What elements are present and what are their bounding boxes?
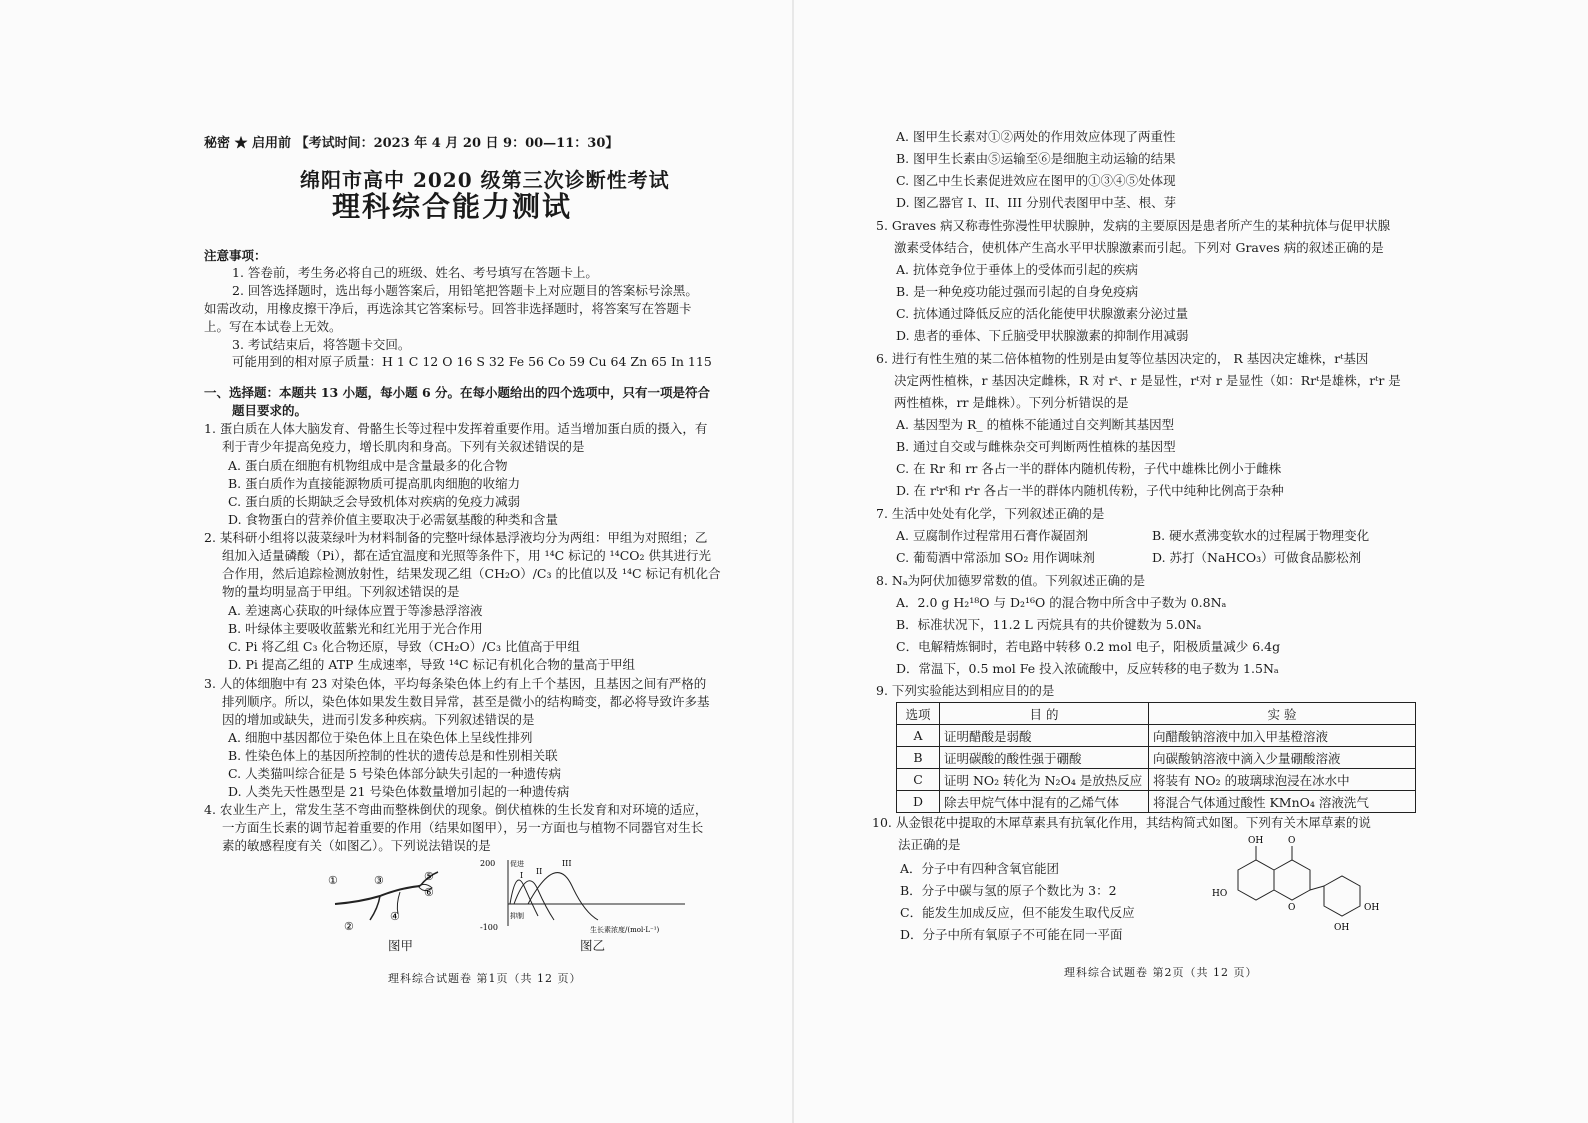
question-5-option: A. 抗体竞争位于垂体上的受体而引起的疾病 xyxy=(896,262,1138,277)
header-cell: 目 的 xyxy=(940,703,1149,725)
table-cell: 证明 NO₂ 转化为 N₂O₄ 是放热反应 xyxy=(940,769,1149,791)
notice-line: 如需改动，用橡皮擦干净后，再选涂其它答案标号。回答非选择题时，将答案写在答题卡 xyxy=(204,301,692,316)
curve-iii xyxy=(528,873,598,920)
question-4-stem: 一方面生长素的调节起着重要的作用（结果如图甲），另一方面也与植物不同器官对生长 xyxy=(222,820,704,835)
label-6: ⑥ xyxy=(424,886,434,899)
stem-line xyxy=(335,886,420,904)
question-1-option: B. 蛋白质作为直接能源物质可提高肌肉细胞的收缩力 xyxy=(228,476,521,491)
question-10-option: C．能发生加成反应，但不能发生取代反应 xyxy=(900,905,1135,920)
question-6-option: C. 在 Rr 和 rr 各占一半的群体内随机传粉，子代中雄株比例小于雌株 xyxy=(896,461,1282,476)
question-6-stem: 决定两性植株，r 基因决定雌株，R 对 rᵗ、r 是显性，rᵗ对 r 是显性（如：Rrᵗ是雄株，rᵗr 是 xyxy=(894,373,1401,388)
table-cell: 证明醋酸是弱酸 xyxy=(940,725,1149,747)
question-2-option: C. Pi 将乙组 C₃ 化合物还原，导致（CH₂O）/C₃ 比值高于甲组 xyxy=(228,639,580,654)
question-4-option: A. 图甲生长素对①②两处的作用效应体现了两重性 xyxy=(896,129,1176,144)
table-cell: C xyxy=(897,769,940,791)
notice-line: 1. 答卷前，考生务必将自己的班级、姓名、考号填写在答题卡上。 xyxy=(232,265,598,280)
curve-label-ii: II xyxy=(536,867,543,876)
question-7-option: D. 苏打（NaHCO₃）可做食品膨松剂 xyxy=(1152,550,1362,565)
question-5-stem: 激素受体结合，使机体产生高水平甲状腺激素而引起。下列对 Graves 病的叙述正确的是 xyxy=(894,240,1384,255)
question-9-stem: 9. 下列实验能达到相应目的的是 xyxy=(876,683,1055,698)
question-3-option: B. 性染色体上的基因所控制的性状的遗传总是和性别相关联 xyxy=(228,748,558,763)
question-10-option: B．分子中碳与氢的原子个数比为 3：2 xyxy=(900,883,1117,898)
question-2-stem: 2. 某科研小组将以菠菜绿叶为材料制备的完整叶绿体悬浮液均分为两组：甲组为对照组；乙 xyxy=(204,530,708,545)
label-4: ④ xyxy=(390,910,400,923)
question-1-stem: 利于青少年提高免疫力，增长肌肉和身高。下列有关叙述错误的是 xyxy=(222,439,585,454)
label-5: ⑤ xyxy=(424,870,434,883)
ring-a xyxy=(1238,860,1274,900)
figure-yi-chart xyxy=(480,856,690,936)
question-8-option: C．电解精炼铜时，若电路中转移 0.2 mol 电子，阳极质量减少 6.4g xyxy=(896,639,1281,654)
left-page xyxy=(0,0,792,1123)
table-row xyxy=(897,769,1416,791)
table-cell: 将混合气体通过酸性 KMnO₄ 溶液洗气 xyxy=(1149,791,1416,813)
notice-line: 上。写在本试卷上无效。 xyxy=(204,319,342,334)
question-1-option: A. 蛋白质在细胞有机物组成中是含量最多的化合物 xyxy=(228,458,508,473)
page-footer: 理科综合试题卷 第2页（共 12 页） xyxy=(1064,966,1258,979)
page-fold xyxy=(792,0,794,1123)
question-10-stem: 法正确的是 xyxy=(898,837,961,852)
question-3-stem: 排列顺序。所以，染色体如果发生数目异常，甚至是微小的结构畸变，都必将导致许多基 xyxy=(222,694,710,709)
header-cell: 实 验 xyxy=(1149,703,1416,725)
atomic-mass-line: 可能用到的相对原子质量：H 1 C 12 O 16 S 32 Fe 56 Co 59 Cu 64 Zn 65 In 115 xyxy=(232,354,712,369)
table-cell: D xyxy=(897,791,940,813)
question-2-option: A. 差速离心获取的叶绿体应置于等渗悬浮溶液 xyxy=(228,603,483,618)
question-5-option: C. 抗体通过降低反应的活化能使甲状腺激素分泌过量 xyxy=(896,306,1189,321)
root-line xyxy=(370,896,380,920)
question-8-option: A．2.0 g H₂¹⁸O 与 D₂¹⁶O 的混合物中所含中子数为 0.8Nₐ xyxy=(896,595,1227,610)
curve-label-i: I xyxy=(520,871,524,880)
notice-title: 注意事项： xyxy=(204,248,267,263)
question-1-option: D. 食物蛋白的营养价值主要取决于必需氨基酸的种类和含量 xyxy=(228,512,559,527)
notice-line: 3. 考试结束后，将答题卡交回。 xyxy=(232,337,411,352)
question-8-option: D．常温下，0.5 mol Fe 投入浓硫酸中，反应转移的电子数为 1.5Nₐ xyxy=(896,661,1279,676)
oh-label: OH xyxy=(1334,923,1350,933)
question-10-option: D．分子中所有氧原子不可能在同一平面 xyxy=(900,927,1123,942)
right-page xyxy=(796,0,1588,1123)
question-5-stem: 5. Graves 病又称毒性弥漫性甲状腺肿，发病的主要原因是患者所产生的某种抗体与促甲状腺 xyxy=(876,218,1391,233)
y-mid-label: 抑制 xyxy=(510,912,524,920)
table-cell: 向碳酸钠溶液中滴入少量硼酸溶液 xyxy=(1149,747,1416,769)
question-4-stem: 素的敏感程度有关（如图乙）。下列说法错误的是 xyxy=(222,838,491,853)
question-4-option: D. 图乙器官 I、II、III 分别代表图甲中茎、根、芽 xyxy=(896,195,1177,210)
question-6-stem: 6. 进行有性生殖的某二倍体植物的性别是由复等位基因决定的， R 基因决定雄株，rᵗ基因 xyxy=(876,351,1369,366)
table-cell: B xyxy=(897,747,940,769)
question-3-option: D. 人类先天性愚型是 21 号染色体数量增加引起的一种遗传病 xyxy=(228,784,570,799)
question-4-stem: 4. 农业生产上，常发生茎不弯曲而整株倒伏的现象。倒伏植株的生长发育和对环境的适应， xyxy=(204,802,708,817)
question-6-option: B. 通过自交或与雌株杂交可判断两性植株的基因型 xyxy=(896,439,1176,454)
ring-b xyxy=(1324,876,1360,916)
figure-yi-caption: 图乙 xyxy=(580,938,606,953)
label-2: ② xyxy=(344,920,354,933)
table-cell: 证明碳酸的酸性强于硼酸 xyxy=(940,747,1149,769)
question-1-stem: 1. 蛋白质在人体大脑发育、骨骼生长等过程中发挥着重要作用。适当增加蛋白质的摄入，有 xyxy=(204,421,708,436)
bond-line xyxy=(1310,886,1324,890)
x-title: 生长素浓度/(mol·L⁻¹) xyxy=(590,926,660,934)
table-row xyxy=(897,725,1416,747)
question-3-option: A. 细胞中基因都位于染色体上且在染色体上呈线性排列 xyxy=(228,730,533,745)
figure-jia-caption: 图甲 xyxy=(388,938,414,953)
question-7-option: A. 豆腐制作过程常用石膏作凝固剂 xyxy=(896,528,1088,543)
notice-line: 2. 回答选择题时，选出每小题答案后，用铅笔把答题卡上对应题目的答案标号涂黑。 xyxy=(232,283,698,298)
section-heading: 题目要求的。 xyxy=(232,403,308,418)
luteolin-structure xyxy=(1208,830,1388,934)
y-title: 促进 xyxy=(510,860,524,868)
exam-header: 秘密 ★ 启用前 【考试时间：2023 年 4 月 20 日 9：00—11：30】 xyxy=(204,136,619,151)
question-3-stem: 因的增加或缺失，进而引发多种疾病。下列叙述错误的是 xyxy=(222,712,535,727)
table-cell: 将装有 NO₂ 的玻璃球泡浸在冰水中 xyxy=(1149,769,1416,791)
oh-label: OH xyxy=(1364,903,1380,913)
y-bottom-label: -100 xyxy=(480,923,498,932)
question-6-stem: 两性植株，rr 是雌株）。下列分析错误的是 xyxy=(894,395,1129,410)
question-1-option: C. 蛋白质的长期缺乏会导致机体对疾病的免疫力减弱 xyxy=(228,494,521,509)
question-4-option: C. 图乙中生长素促进效应在图甲的①③④⑤处体现 xyxy=(896,173,1176,188)
question-7-option: C. 葡萄酒中常添加 SO₂ 用作调味剂 xyxy=(896,550,1095,565)
question-8-stem: 8. Nₐ为阿伏加德罗常数的值。下列叙述正确的是 xyxy=(876,573,1146,588)
question-2-stem: 合作用，然后追踪检测放射性，结果发现乙组（CH₂O）/C₃ 的比值以及 ¹⁴C 标记有机化合 xyxy=(222,566,721,581)
question-10-stem: 10. 从金银花中提取的木犀草素具有抗氧化作用，其结构简式如图。下列有关木犀草素的说 xyxy=(872,815,1371,830)
figure-jia-plant xyxy=(320,864,470,936)
question-2-option: D. Pi 提高乙组的 ATP 生成速率，导致 ¹⁴C 标记有机化合物的量高于甲组 xyxy=(228,657,635,672)
table-row xyxy=(897,747,1416,769)
question-3-stem: 3. 人的体细胞中有 23 对染色体，平均每条染色体上约有上千个基因，且基因之间有严格的 xyxy=(204,676,707,691)
question-6-option: A. 基因型为 R_ 的植株不能通过自交判断其基因型 xyxy=(896,417,1175,432)
table-cell: 除去甲烷气体中混有的乙烯气体 xyxy=(940,791,1149,813)
y-top-label: 200 xyxy=(480,859,496,868)
question-5-option: D. 患者的垂体、下丘脑受甲状腺激素的抑制作用减弱 xyxy=(896,328,1189,343)
exam-title: 绵阳市高中 2020 级第三次诊断性考试 xyxy=(300,168,670,192)
oh-label: OH xyxy=(1248,836,1264,846)
question-7-stem: 7. 生活中处处有化学，下列叙述正确的是 xyxy=(876,506,1105,521)
o-ring-label: O xyxy=(1288,903,1296,913)
table-row xyxy=(897,791,1416,813)
question-5-option: B. 是一种免疫功能过强而引起的自身免疫病 xyxy=(896,284,1139,299)
label-1: ① xyxy=(328,874,338,887)
exam-subject-title: 理科综合能力测试 xyxy=(332,190,573,223)
question-2-option: B. 叶绿体主要吸收蓝紫光和红光用于光合作用 xyxy=(228,621,483,636)
table-cell: A xyxy=(897,725,940,747)
table-header-row xyxy=(897,703,1416,725)
question-6-option: D. 在 rᵗrᵗ和 rᵗr 各占一半的群体内随机传粉，子代中纯种比例高于杂种 xyxy=(896,483,1284,498)
question-8-option: B．标准状况下，11.2 L 丙烷具有的共价键数为 5.0Nₐ xyxy=(896,617,1202,632)
table-cell: 向醋酸钠溶液中加入甲基橙溶液 xyxy=(1149,725,1416,747)
section-heading: 一、选择题：本题共 13 小题，每小题 6 分。在每小题给出的四个选项中，只有一项是符合 xyxy=(204,385,711,400)
o-label: O xyxy=(1288,836,1296,846)
question-10-option: A．分子中有四种含氧官能团 xyxy=(900,861,1060,876)
question-2-stem: 物的量均明显高于甲组。下列叙述错误的是 xyxy=(222,584,460,599)
question-4-option: B. 图甲生长素由⑤运输至⑥是细胞主动运输的结果 xyxy=(896,151,1176,166)
page-footer: 理科综合试题卷 第1页（共 12 页） xyxy=(388,972,582,985)
ho-label: HO xyxy=(1212,889,1228,899)
curve-label-iii: III xyxy=(562,859,572,868)
question-9-table xyxy=(896,702,1416,813)
question-7-option: B. 硬水煮沸变软水的过程属于物理变化 xyxy=(1152,528,1370,543)
curve-i xyxy=(510,880,538,916)
header-cell: 选项 xyxy=(897,703,940,725)
question-3-option: C. 人类猫叫综合征是 5 号染色体部分缺失引起的一种遗传病 xyxy=(228,766,561,781)
label-3: ③ xyxy=(374,874,384,887)
question-2-stem: 组加入适量磷酸（Pi），都在适宜温度和光照等条件下，用 ¹⁴C 标记的 ¹⁴CO₂ 供其进行光 xyxy=(222,548,711,563)
ring-c xyxy=(1274,860,1310,900)
